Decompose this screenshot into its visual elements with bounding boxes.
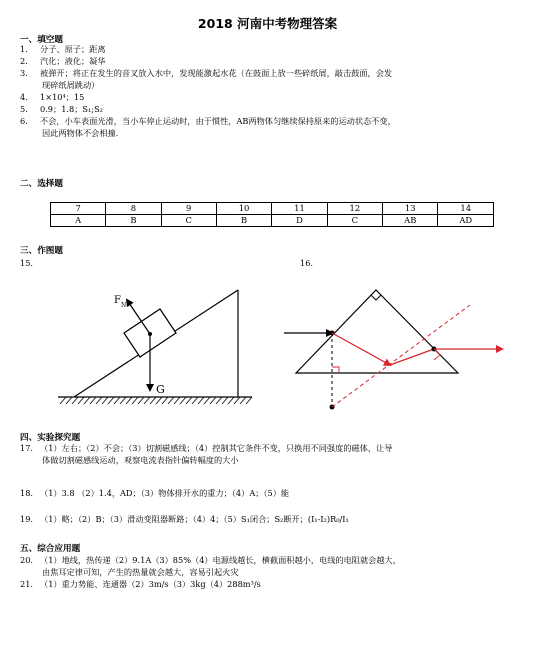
ground-hatching [60, 397, 252, 404]
q15-label: 15. [20, 258, 34, 268]
fill-item-6-cont: 因此两物体不会相撞. [42, 128, 119, 138]
fill-item-6: 6. 不会，小车表面光滑，当小车停止运动时，由于惯性，AB两物体匀继续保持原来的运动状态不变， [20, 116, 396, 126]
apex-right-angle [371, 295, 381, 300]
exp-item-17-cont: 体做切割磁感线运动，观察电流表指针偏转幅度的大小 [42, 455, 239, 465]
section-drawing-heading: 三、作图题 [20, 246, 63, 256]
answer-cell: AD [438, 215, 494, 227]
force-n-subscript: N [121, 302, 127, 309]
exp-item-19: 19. （1）略；（2）B；（3）滑动变阻器断路；（4）4；（5）S₁闭合；S₂断开；(I₁-I₂)R₀/I₁ [20, 514, 349, 524]
answer-cell: B [216, 215, 271, 227]
exp-item-17: 17. （1）左右；（2）不会；（3）切割磁感线；（4）控制其它条件不变，只换用不同强度的磁体，让导 [20, 443, 393, 453]
reflected-ray-1 [332, 333, 390, 365]
question-number: 10 [216, 203, 271, 215]
question-number: 11 [272, 203, 327, 215]
table-row [51, 203, 494, 215]
question-number: 7 [51, 203, 106, 215]
incline-force-diagram [50, 285, 280, 413]
answer-cell: C [161, 215, 216, 227]
gravity-label: G [156, 383, 165, 396]
page-title: 2018 河南中考物理答案 [197, 16, 338, 31]
base-right-angle [332, 367, 339, 373]
prism-light-path-diagram [280, 285, 510, 415]
fill-item-5: 5. 0.9；1.8；S₁;S₂ [20, 104, 103, 114]
fill-item-3: 3. 被弹开；将正在发生的音叉放入水中，发现能激起水花（在鼓面上放一些碎纸屑，敲击鼓面，会发 [20, 68, 393, 78]
answer-cell: A [51, 215, 106, 227]
answer-cell: D [272, 215, 327, 227]
choice-answer-table [50, 202, 494, 227]
question-number: 14 [438, 203, 494, 215]
exp-item-18: 18. （1）3.8 （2）1.4，AD；（3）物体排开水的重力；（4）A；（5）能 [20, 488, 290, 498]
section-choice-heading: 二、选择题 [20, 179, 63, 189]
apply-item-20-cont: 由焦耳定律可知，产生的热量就会越大，容易引起火灾 [42, 567, 239, 577]
question-number: 8 [106, 203, 161, 215]
force-f-label: F [114, 295, 121, 306]
section-experiment-heading: 四、实验探究题 [20, 433, 81, 443]
answer-cell: C [327, 215, 382, 227]
section-fill-heading: 一、填空题 [20, 35, 63, 45]
section-apply-heading: 五、综合应用题 [20, 544, 81, 554]
fill-item-1: 1. 分子、原子；距离 [20, 44, 106, 54]
fill-item-2: 2. 汽化；液化；凝华 [20, 56, 106, 66]
question-number: 13 [383, 203, 438, 215]
q16-label: 16. [300, 258, 314, 268]
answer-cell: B [106, 215, 161, 227]
answer-cell: AB [383, 215, 438, 227]
question-number: 12 [327, 203, 382, 215]
table-row [51, 215, 494, 227]
extension-line [332, 305, 470, 407]
fill-item-3-cont: 现碎纸屑跳动） [42, 80, 100, 90]
reflected-ray-2 [390, 349, 434, 365]
apply-item-20: 20. （1）地线，热传递（2）9.1A（3）85%（4）电源线越长，横截面积越小，电线的电阻就会越大， [20, 555, 401, 565]
apply-item-21: 21. （1）重力势能、连通器（2）3m/s（3）3kg（4）288m³/s [20, 579, 261, 589]
question-number: 9 [161, 203, 216, 215]
fill-item-4: 4. 1×10⁴；15 [20, 92, 85, 102]
